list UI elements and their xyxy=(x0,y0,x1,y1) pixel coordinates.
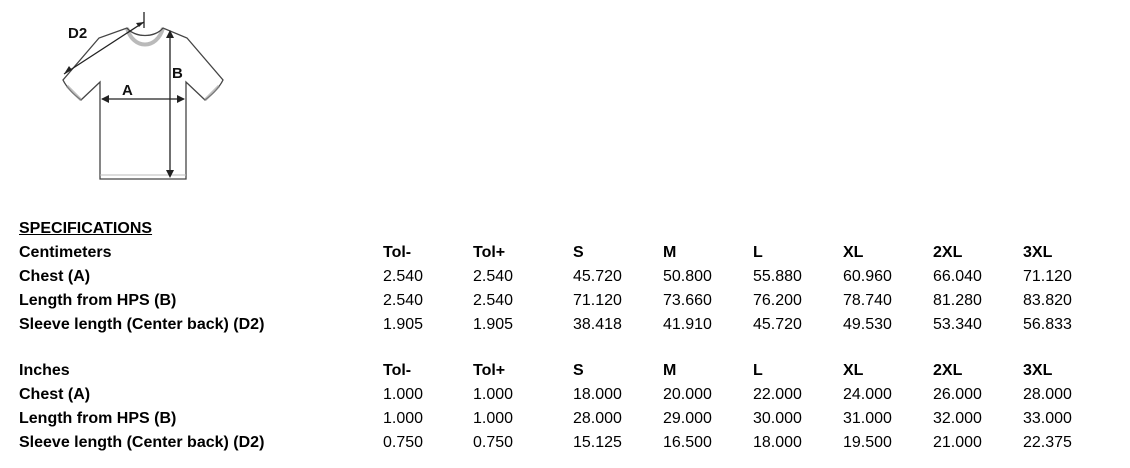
table-cell: 22.375 xyxy=(1023,434,1072,451)
table-cell: 71.120 xyxy=(1023,268,1072,285)
table-cell: 41.910 xyxy=(663,316,712,333)
column-header: S xyxy=(573,362,584,379)
row-label: Sleeve length (Center back) (D2) xyxy=(19,434,265,451)
table-cell: 2.540 xyxy=(473,268,514,285)
column-header: 3XL xyxy=(1023,362,1053,379)
table-cell: 20.000 xyxy=(663,386,712,403)
table-cell: 15.125 xyxy=(573,434,622,451)
table-row xyxy=(19,268,1119,290)
table-cell: 76.200 xyxy=(753,292,802,309)
table-cell: 71.120 xyxy=(573,292,622,309)
table-row xyxy=(19,292,1119,314)
table-cell: 56.833 xyxy=(1023,316,1072,333)
column-header: Tol- xyxy=(383,244,412,261)
table-cell: 29.000 xyxy=(663,410,712,427)
table-cell: 60.960 xyxy=(843,268,892,285)
table-cell: 83.820 xyxy=(1023,292,1072,309)
table-cell: 2.540 xyxy=(473,292,514,309)
table-cell: 1.000 xyxy=(473,410,514,427)
unit-label: Inches xyxy=(19,362,70,379)
table-cell: 19.500 xyxy=(843,434,892,451)
table-cell: 18.000 xyxy=(573,386,622,403)
table-cell: 66.040 xyxy=(933,268,982,285)
table-cell: 28.000 xyxy=(1023,386,1072,403)
tshirt-diagram xyxy=(55,8,245,188)
table-row xyxy=(19,434,1119,456)
column-header: L xyxy=(753,362,763,379)
table-cell: 1.905 xyxy=(473,316,514,333)
table-cell: 16.500 xyxy=(663,434,712,451)
table-cell: 45.720 xyxy=(573,268,622,285)
table-cell: 32.000 xyxy=(933,410,982,427)
specifications-title: SPECIFICATIONS xyxy=(19,220,153,237)
column-header: Tol+ xyxy=(473,244,506,261)
table-cell: 1.000 xyxy=(473,386,514,403)
table-cell: 45.720 xyxy=(753,316,802,333)
row-label: Chest (A) xyxy=(19,268,91,285)
row-label: Length from HPS (B) xyxy=(19,292,177,309)
column-header: M xyxy=(663,244,677,261)
table-cell: 49.530 xyxy=(843,316,892,333)
cm-header-row xyxy=(19,244,1119,266)
table-cell: 30.000 xyxy=(753,410,802,427)
table-cell: 22.000 xyxy=(753,386,802,403)
inches-header-row xyxy=(19,362,1119,384)
column-header: XL xyxy=(843,244,864,261)
table-cell: 55.880 xyxy=(753,268,802,285)
table-row xyxy=(19,316,1119,338)
row-label: Sleeve length (Center back) (D2) xyxy=(19,316,265,333)
column-header: S xyxy=(573,244,584,261)
tshirt-outline xyxy=(63,28,223,179)
table-cell: 31.000 xyxy=(843,410,892,427)
table-cell: 1.000 xyxy=(383,410,424,427)
table-cell: 24.000 xyxy=(843,386,892,403)
table-cell: 0.750 xyxy=(383,434,424,451)
table-cell: 50.800 xyxy=(663,268,712,285)
column-header: M xyxy=(663,362,677,379)
column-header: Tol+ xyxy=(473,362,506,379)
label-a: A xyxy=(122,82,133,99)
table-cell: 33.000 xyxy=(1023,410,1072,427)
row-label: Chest (A) xyxy=(19,386,91,403)
table-row xyxy=(19,386,1119,408)
column-header: 3XL xyxy=(1023,244,1053,261)
column-header: 2XL xyxy=(933,362,963,379)
table-cell: 1.000 xyxy=(383,386,424,403)
table-cell: 1.905 xyxy=(383,316,424,333)
table-cell: 0.750 xyxy=(473,434,514,451)
table-cell: 2.540 xyxy=(383,292,424,309)
table-cell: 53.340 xyxy=(933,316,982,333)
table-cell: 78.740 xyxy=(843,292,892,309)
label-d2: D2 xyxy=(68,25,88,42)
table-row xyxy=(19,410,1119,432)
table-cell: 73.660 xyxy=(663,292,712,309)
table-cell: 28.000 xyxy=(573,410,622,427)
label-b: B xyxy=(172,65,183,82)
table-cell: 26.000 xyxy=(933,386,982,403)
table-cell: 2.540 xyxy=(383,268,424,285)
table-cell: 21.000 xyxy=(933,434,982,451)
table-cell: 81.280 xyxy=(933,292,982,309)
column-header: Tol- xyxy=(383,362,412,379)
row-label: Length from HPS (B) xyxy=(19,410,177,427)
column-header: L xyxy=(753,244,763,261)
unit-label: Centimeters xyxy=(19,244,112,261)
table-cell: 38.418 xyxy=(573,316,622,333)
column-header: XL xyxy=(843,362,864,379)
table-cell: 18.000 xyxy=(753,434,802,451)
column-header: 2XL xyxy=(933,244,963,261)
